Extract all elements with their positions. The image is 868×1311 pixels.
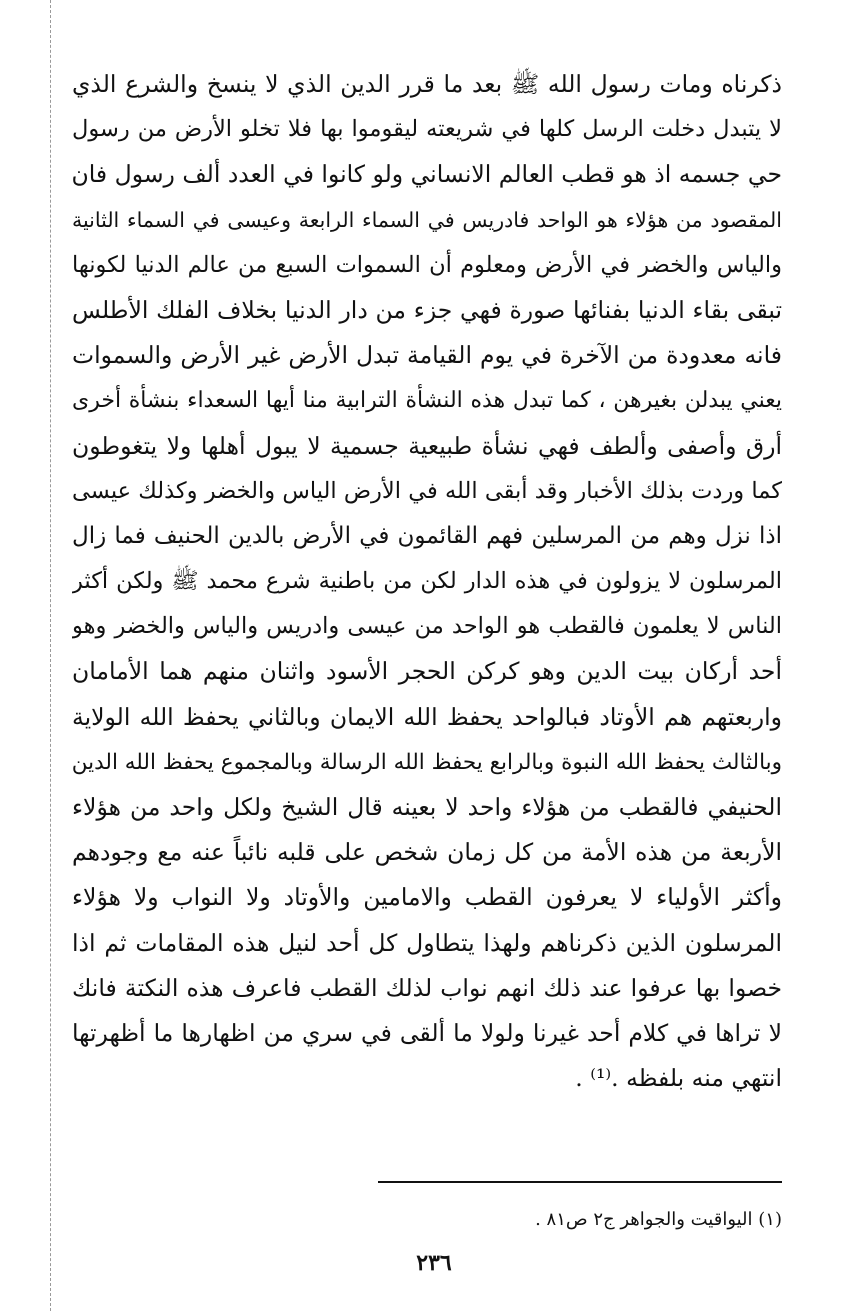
text-line: واربعتهم هم الأوتاد فبالواحد يحفظ الله الايمان وبالثاني يحفظ الله الولاية (72, 702, 782, 731)
text-line: وبالثالث يحفظ الله النبوة وبالرابع يحفظ الله الرسالة وبالمجموع يحفظ الله الدين (72, 749, 782, 775)
text-line: يعني يبدلن بغيرهن ، كما تبدل هذه النشأة الترابية منا أيها السعداء بنشأة أخرى (72, 388, 782, 414)
text-line: تبقى بقاء الدنيا بفنائها صورة فهي جزء من دار الدنيا بخلاف الفلك الأطلس (72, 295, 782, 324)
text-line: كما وردت بذلك الأخبار وقد أبقى الله في الأرض الياس والخضر وكذلك عيسى (72, 477, 782, 504)
text-line-last: انتهي منه بلفظه .⁽¹⁾ . (575, 1064, 782, 1093)
text-line: فانه معدودة من الآخرة في يوم القيامة تبدل الأرض غير الأرض والسموات (72, 341, 782, 370)
text-line: أحد أركان بيت الدين وهو كركن الحجر الأسود واثنان منهم هما الأمامان (72, 657, 782, 686)
margin-line (50, 0, 51, 1311)
text-line: الحنيفي فالقطب من هؤلاء واحد لا بعينه قال الشيخ ولكل واحد من هؤلاء (72, 793, 782, 821)
text-line: حي جسمه اذ هو قطب العالم الانساني ولو كانوا في العدد ألف رسول فان (72, 160, 782, 189)
text-line: لا تراها في كلام أحد غيرنا ولولا ما ألقى في سري من اظهارها ما أظهرتها (72, 1018, 782, 1047)
text-line: اذا نزل وهم من المرسلين فهم القائمون في الأرض بالدين الحنيف فما زال (72, 522, 782, 549)
page-number: ٢٣٦ (416, 1250, 452, 1276)
text-line: أرق وأصفى وألطف فهي نشأة طبيعية جسمية لا يبول أهلها ولا يتغوطون (72, 431, 782, 460)
footnote: (١) اليواقيت والجواهر ج٢ ص٨١ . (535, 1209, 782, 1230)
text-line: والياس والخضر في الأرض ومعلوم أن السموات السبع من عالم الدنيا لكونها (72, 251, 782, 278)
text-line: المرسلون لا يزولون في هذه الدار لكن من باطنية شرع محمد ﷺ ولكن أكثر (72, 568, 782, 595)
text-line: الناس لا يعلمون فالقطب هو الواحد من عيسى وادريس والياس والخضر وهو (72, 613, 782, 640)
text-line: المرسلون الذين ذكرناهم ولهذا يتطاول كل أحد لنيل هذه المقامات ثم اذا (72, 928, 782, 957)
text-line: الأربعة من هذه الأمة من كل زمان شخص على قلبه نائباً عنه مع وجودهم (72, 838, 782, 867)
text-line: لا يتبدل دخلت الرسل كلها في شريعته ليقوموا بها فلا تخلو الأرض من رسول (72, 116, 782, 143)
text-line: خصوا بها عرفوا عند ذلك انهم نواب لذلك القطب فاعرف هذه النكتة فانك (72, 973, 782, 1002)
footnote-separator (378, 1181, 782, 1183)
text-line: ذكرناه ومات رسول الله ﷺ بعد ما قرر الدين الذي لا ينسخ والشرع الذي (72, 70, 782, 98)
main-text-block (72, 62, 782, 1101)
text-line: وأكثر الأولياء لا يعرفون القطب والامامين والأوتاد ولا النواب ولا هؤلاء (72, 883, 782, 912)
text-line: المقصود من هؤلاء هو الواحد فادريس في السماء الرابعة وعيسى في السماء الثانية (72, 207, 782, 232)
